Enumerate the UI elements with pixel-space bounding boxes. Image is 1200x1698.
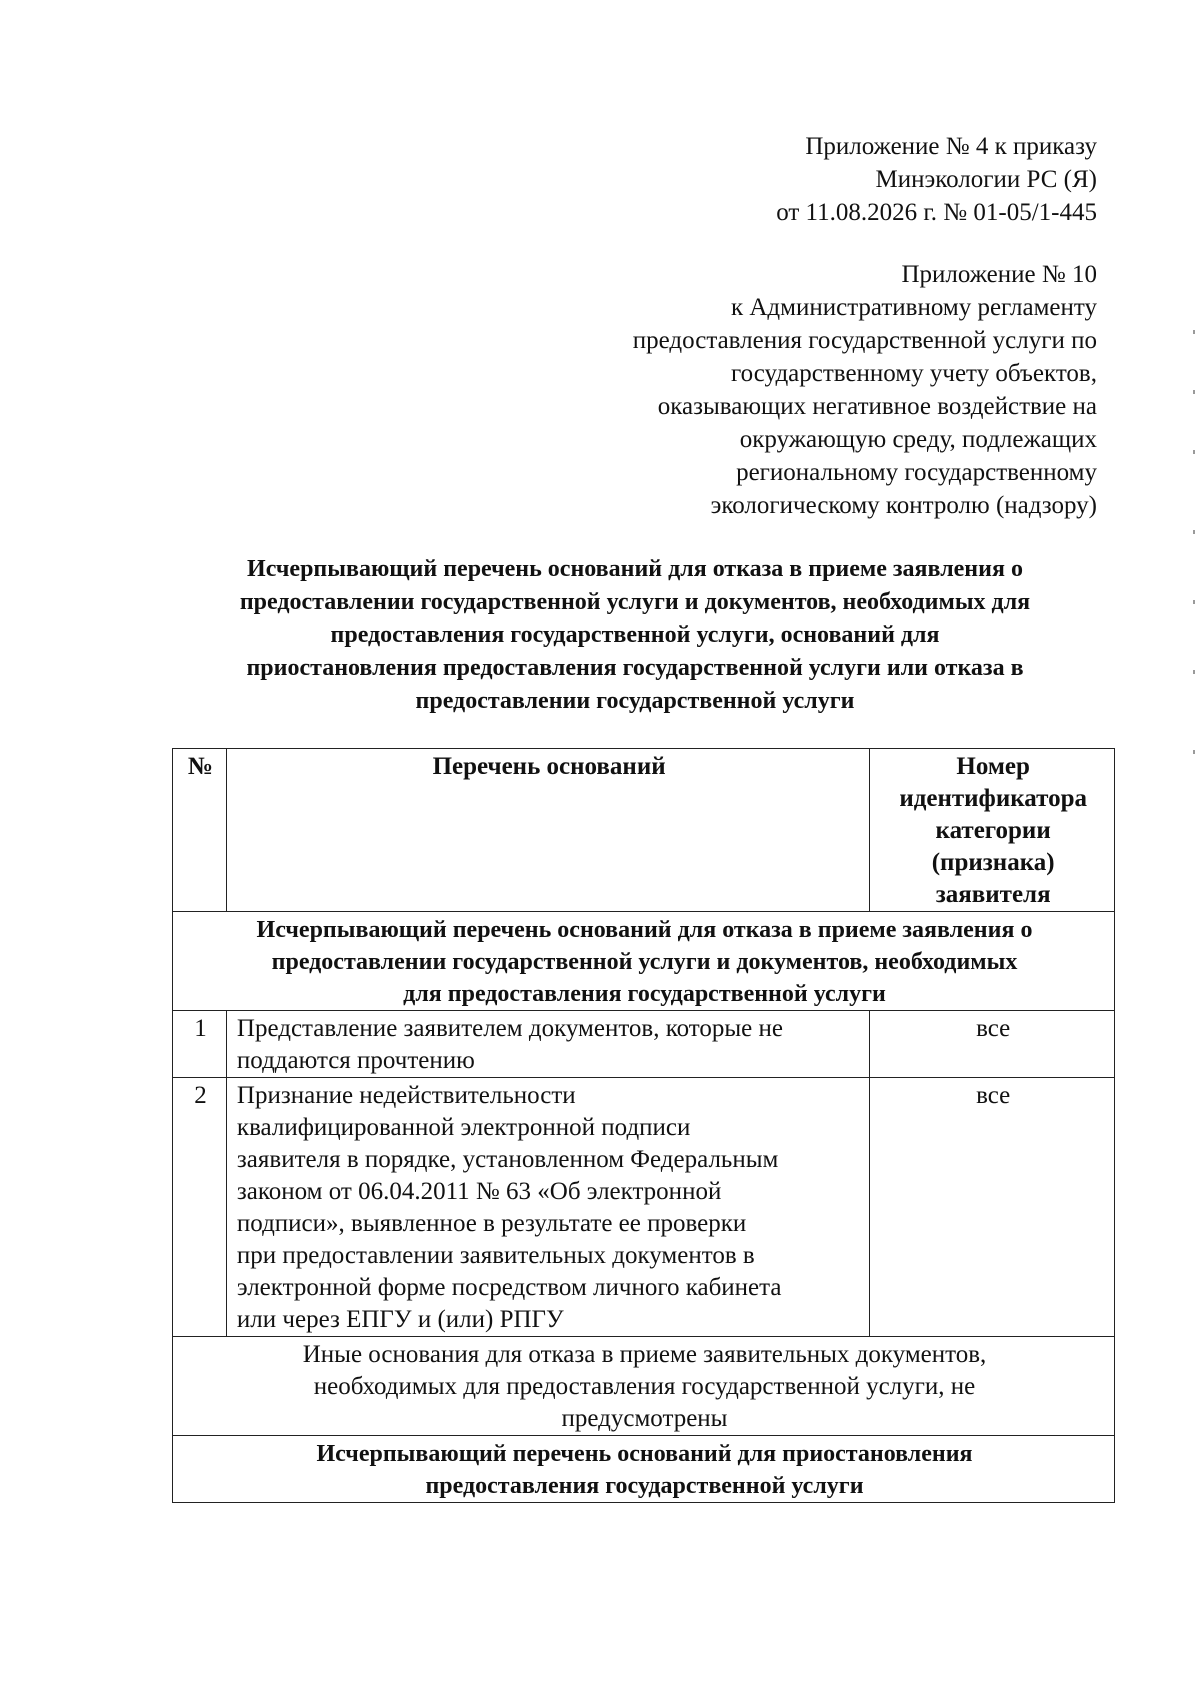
section-heading-suspension bbox=[173, 1436, 1115, 1503]
order-reference-line: Минэкологии РС (Я) bbox=[875, 166, 1097, 193]
header-number: № bbox=[173, 749, 227, 912]
document-title-line: предоставлении государственной услуги и документов, необходимых для bbox=[239, 589, 1031, 615]
header-grounds-list: Перечень оснований bbox=[226, 749, 869, 912]
section-heading-line: Исчерпывающий перечень оснований для приостановления bbox=[316, 1441, 973, 1467]
order-reference bbox=[776, 130, 1097, 229]
header-id-line: идентификатора bbox=[899, 785, 1087, 812]
row-number: 2 bbox=[173, 1078, 227, 1337]
document-title-line: предоставлении государственной услуги bbox=[415, 688, 855, 714]
table-row bbox=[173, 1078, 1115, 1337]
regulation-reference-line: к Административному регламенту bbox=[730, 294, 1097, 321]
row-ground-text bbox=[226, 1078, 869, 1337]
table-row bbox=[173, 1011, 1115, 1078]
regulation-reference-line: оказывающих негативное воздействие на bbox=[657, 393, 1097, 420]
table-header-row bbox=[173, 749, 1115, 912]
other-grounds-note bbox=[173, 1337, 1115, 1436]
section-row bbox=[173, 912, 1115, 1011]
regulation-reference-line: предоставления государственной услуги по bbox=[632, 327, 1097, 354]
header-id-line: заявителя bbox=[935, 881, 1051, 908]
row-ground-line: законом от 06.04.2011 № 63 «Об электронной bbox=[236, 1178, 722, 1205]
row-ground-text bbox=[226, 1011, 869, 1078]
section-heading-line: предоставления государственной услуги bbox=[425, 1473, 864, 1499]
document-title-line: Исчерпывающий перечень оснований для отказа в приеме заявления о bbox=[247, 556, 1023, 582]
regulation-reference-line: экологическому контролю (надзору) bbox=[710, 492, 1097, 519]
header-id-line: категории bbox=[935, 817, 1051, 844]
other-grounds-line: необходимых для предоставления государственной услуги, не bbox=[313, 1373, 976, 1400]
document-title bbox=[150, 553, 1120, 718]
section-heading-line: предоставлении государственной услуги и документов, необходимых bbox=[271, 949, 1018, 975]
row-ground-line: электронной форме посредством личного кабинета bbox=[236, 1274, 782, 1301]
section-heading-line: Исчерпывающий перечень оснований для отказа в приеме заявления о bbox=[256, 917, 1033, 943]
section-row bbox=[173, 1436, 1115, 1503]
row-ground-line: Признание недействительности bbox=[236, 1082, 576, 1109]
section-heading-line: для предоставления государственной услуги bbox=[403, 981, 886, 1007]
row-ground-line: при предоставлении заявительных документов в bbox=[236, 1242, 755, 1269]
header-applicant-category-id bbox=[870, 749, 1115, 912]
regulation-reference bbox=[633, 258, 1097, 522]
row-ground-line: Представление заявителем документов, которые не bbox=[236, 1015, 783, 1042]
row-ground-line: квалифицированной электронной подписи bbox=[236, 1114, 691, 1141]
document-title-line: предоставления государственной услуги, оснований для bbox=[330, 622, 940, 648]
order-reference-line: от 11.08.2026 г. № 01-05/1-445 bbox=[776, 199, 1097, 226]
header-id-line: Номер bbox=[956, 753, 1030, 780]
row-ground-line: или через ЕПГУ и (или) РПГУ bbox=[236, 1306, 564, 1333]
section-heading-refusal-acceptance bbox=[173, 912, 1115, 1011]
row-ground-line: поддаются прочтению bbox=[236, 1047, 475, 1074]
grounds-table bbox=[172, 748, 1115, 1503]
other-grounds-line: Иные основания для отказа в приеме заявительных документов, bbox=[302, 1341, 987, 1368]
regulation-reference-line: региональному государственному bbox=[736, 459, 1097, 486]
row-applicant-category: все bbox=[870, 1078, 1115, 1337]
regulation-reference-line: окружающую среду, подлежащих bbox=[739, 426, 1097, 453]
row-applicant-category: все bbox=[870, 1011, 1115, 1078]
regulation-reference-line: государственному учету объектов, bbox=[731, 360, 1097, 387]
section-row bbox=[173, 1337, 1115, 1436]
document-title-line: приостановления предоставления государственной услуги или отказа в bbox=[246, 655, 1024, 681]
row-ground-line: заявителя в порядке, установленном Федеральным bbox=[236, 1146, 779, 1173]
regulation-reference-line: Приложение № 10 bbox=[901, 261, 1097, 288]
order-reference-line: Приложение № 4 к приказу bbox=[805, 133, 1097, 160]
other-grounds-line: предусмотрены bbox=[561, 1405, 728, 1432]
header-id-line: (признака) bbox=[931, 849, 1055, 876]
scan-edge-marks bbox=[1193, 330, 1196, 830]
row-number: 1 bbox=[173, 1011, 227, 1078]
row-ground-line: подписи», выявленное в результате ее проверки bbox=[236, 1210, 747, 1237]
